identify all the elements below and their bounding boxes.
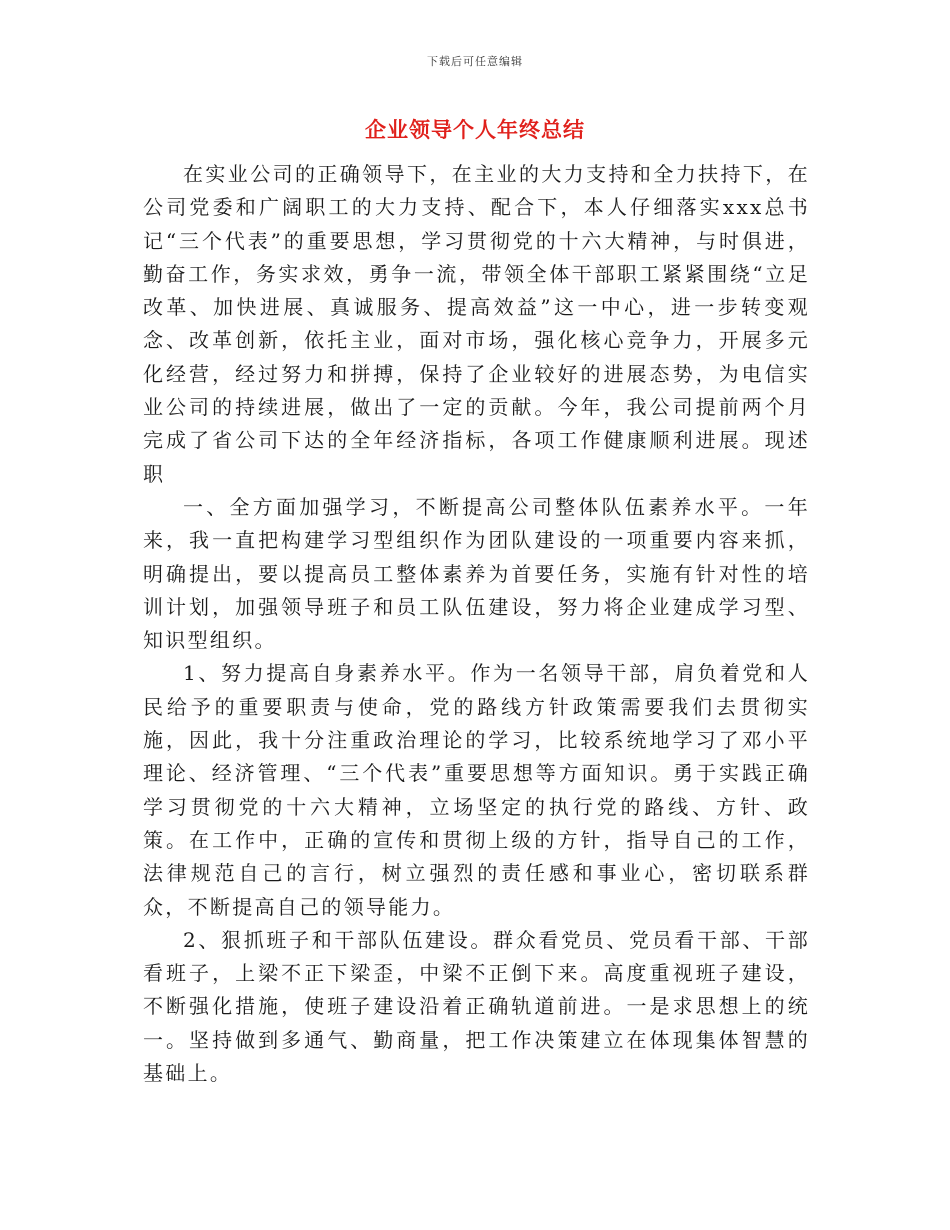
document-body xyxy=(143,158,810,1090)
paragraph-item-1: 1、努力提高自身素养水平。作为一名领导干部，肩负着党和人民给予的重要职责与使命，党的路线方针政策需要我们去贯彻实施，因此，我十分注重政治理论的学习，比较系统地学习了邓小平理论、经济管理、“三个代表”重要思想等方面知识。勇于实践正确学习贯彻党的十六大精神，立场坚定的执行党的路线、方针、政策。在工作中，正确的宣传和贯彻上级的方针，指导自己的工作，法律规范自己的言行，树立强烈的责任感和事业心，密切联系群众，不断提高自己的领导能力。 xyxy=(143,661,810,919)
document-title: 企业领导个人年终总结 xyxy=(365,117,585,142)
paragraph-intro: 在实业公司的正确领导下，在主业的大力支持和全力扶持下，在公司党委和广阔职工的大力支持、配合下，本人仔细落实xxx总书记“三个代表”的重要思想，学习贯彻党的十六大精神，与时俱进，勤奋工作，务实求效，勇争一流，带领全体干部职工紧紧围绕“立足改革、加快进展、真诚服务、提高效益”这一中心，进一步转变观念、改革创新，依托主业，面对市场，强化核心竞争力，开展多元化经营，经过努力和拼搏，保持了企业较好的进展态势，为电信实业公司的持续进展，做出了一定的贡献。今年，我公司提前两个月完成了省公司下达的全年经济指标，各项工作健康顺利进展。现述职 xyxy=(143,162,810,486)
header-note: 下载后可任意编辑 xyxy=(427,55,523,68)
paragraph-section-1: 一、全方面加强学习，不断提高公司整体队伍素养水平。一年来，我一直把构建学习型组织作为团队建设的一项重要内容来抓，明确提出，要以提高员工整体素养为首要任务，实施有针对性的培训计划，加强领导班子和员工队伍建设，努力将企业建成学习型、知识型组织。 xyxy=(143,494,810,653)
paragraph-item-2: 2、狠抓班子和干部队伍建设。群众看党员、党员看干部、干部看班子，上梁不正下梁歪，中梁不正倒下来。高度重视班子建设，不断强化措施，使班子建设沿着正确轨道前进。一是求思想上的统一。坚持做到多通气、勤商量，把工作决策建立在体现集体智慧的基础上。 xyxy=(143,927,810,1086)
